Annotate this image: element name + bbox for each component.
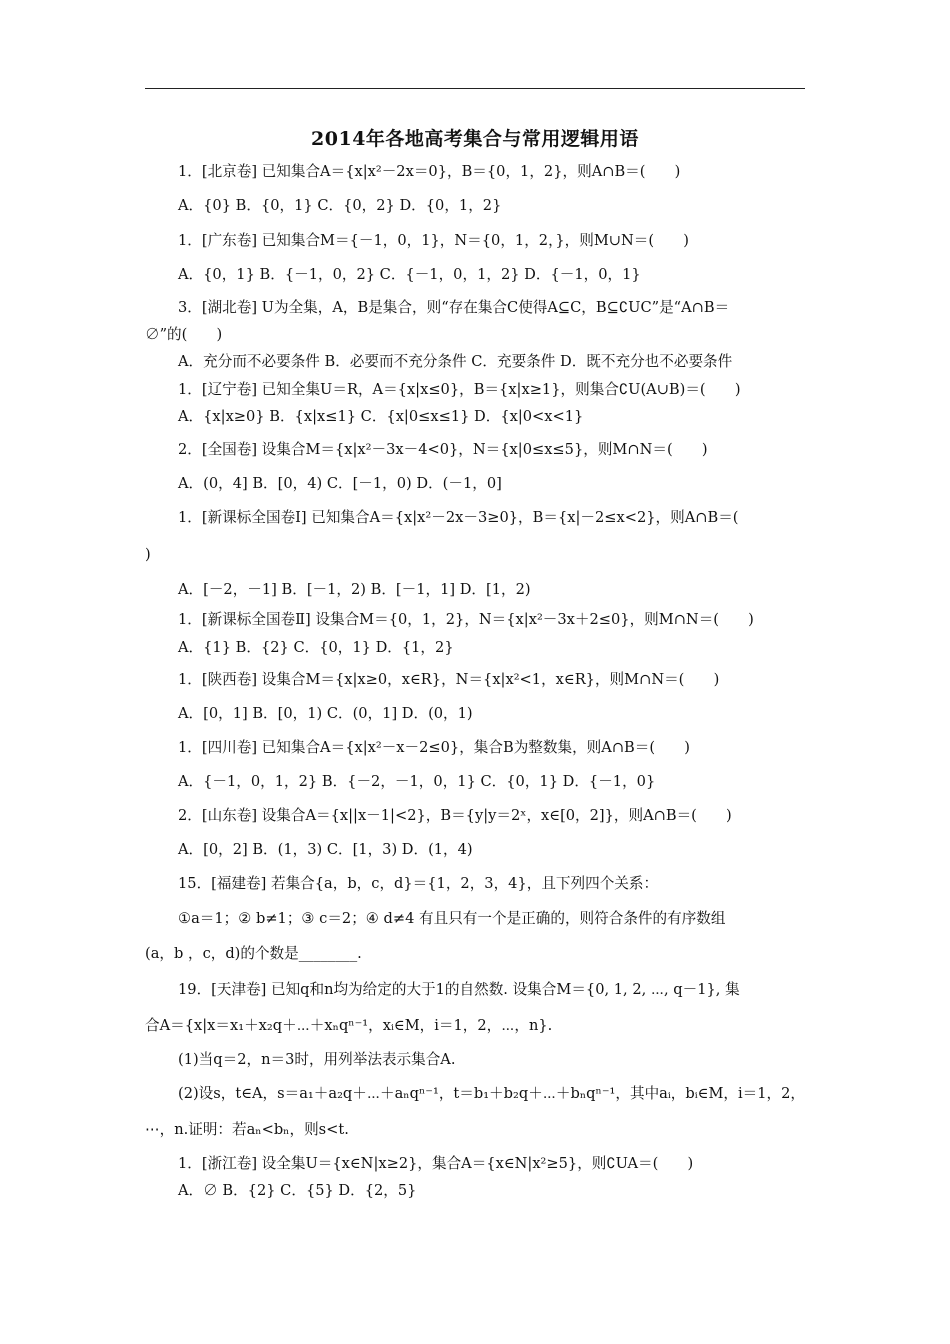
q-sichuan: 1．[四川卷] 已知集合A＝{x|x²－x－2≤0}，集合B为整数集，则A∩B＝( ) [178, 739, 690, 756]
q-quanguo: 2．[全国卷] 设集合M＝{x|x²－3x－4<0}，N＝{x|0≤x≤5}，则M∩N＝( ) [178, 441, 708, 458]
q-xinkebiao-2: 1．[新课标全国卷Ⅱ] 设集合M＝{0，1，2}，N＝{x|x²－3x＋2≤0}，则M∩N＝( ) [178, 611, 754, 628]
q-zhejiang: 1．[浙江卷] 设全集U＝{x∈N|x≥2}，集合A＝{x∈N|x²≥5}，则∁UA＝( ) [178, 1155, 694, 1172]
q-tianjin-part1: (1)当q＝2，n＝3时，用列举法表示集合A. [178, 1051, 456, 1068]
q-xinkebiao-1-cont: ) [145, 546, 151, 563]
q-fujian-conditions: ①a＝1；② b≠1；③ c＝2；④ d≠4 有且只有一个是正确的，则符合条件的有序数组 [178, 910, 726, 927]
q-hubei-options: A．充分而不必要条件 B．必要而不充分条件 C．充要条件 D．既不充分也不必要条件 [178, 353, 733, 370]
q-guangdong: 1．[广东卷] 已知集合M＝{－1，0，1}，N＝{0，1，2，}，则M∪N＝( ) [178, 232, 689, 249]
q-liaoning-options: A．{x|x≥0} B．{x|x≤1} C．{x|0≤x≤1} D．{x|0<x<1} [178, 408, 584, 425]
q-shaanxi-options: A．[0，1] B．[0，1) C．(0，1] D．(0，1) [178, 705, 473, 722]
q-quanguo-options: A．(0，4] B．[0，4) C．[－1，0) D．(－1，0] [178, 475, 502, 492]
q-xinkebiao-1: 1．[新课标全国卷Ⅰ] 已知集合A＝{x|x²－2x－3≥0}，B＝{x|－2≤x<2}，则A∩B＝( [178, 509, 739, 526]
q-hubei: 3．[湖北卷] U为全集，A，B是集合，则“存在集合C使得A⊆C，B⊆∁UC”是“A∩B＝ [178, 299, 730, 316]
q-zhejiang-options: A．∅ B．{2} C．{5} D．{2，5} [178, 1182, 417, 1199]
q-shandong-options: A．[0，2] B．(1，3) C．[1，3) D．(1，4) [178, 841, 473, 858]
q-fujian: 15．[福建卷] 若集合{a，b，c，d}＝{1，2，3，4}，且下列四个关系： [178, 875, 659, 892]
header-rule [145, 88, 805, 89]
q-shaanxi: 1．[陕西卷] 设集合M＝{x|x≥0，x∈R}，N＝{x|x²<1，x∈R}，则M∩N＝( ) [178, 671, 720, 688]
q-tianjin-cont: 合A＝{x|x＝x₁＋x₂q＋⋯＋xₙqⁿ⁻¹，xᵢ∈M，i＝1，2，⋯，n}. [145, 1017, 553, 1034]
q-hubei-cont: ∅”的( ) [145, 326, 223, 343]
q-beijing: 1．[北京卷] 已知集合A＝{x|x²－2x＝0}，B＝{0，1，2}，则A∩B＝( ) [178, 163, 681, 180]
q-guangdong-options: A．{0，1} B．{－1，0，2} C．{－1，0，1，2} D．{－1，0，1} [178, 266, 641, 283]
q-liaoning: 1．[辽宁卷] 已知全集U＝R，A＝{x|x≤0}，B＝{x|x≥1}，则集合∁U(A∪B)＝( ) [178, 381, 741, 398]
q-beijing-options: A．{0} B．{0，1} C．{0，2} D．{0，1，2} [178, 197, 502, 214]
q-tianjin-part2-cont: ⋯，n.证明：若aₙ<bₙ，则s<t. [145, 1121, 349, 1138]
q-tianjin-part2: (2)设s，t∈A，s＝a₁＋a₂q＋⋯＋aₙqⁿ⁻¹，t＝b₁＋b₂q＋⋯＋bₙqⁿ⁻¹，其中aᵢ，bᵢ∈M，i＝1，2， [178, 1085, 806, 1102]
page-title: 2014年各地高考集合与常用逻辑用语 [311, 128, 639, 150]
q-shandong: 2．[山东卷] 设集合A＝{x||x－1|<2}，B＝{y|y＝2ˣ，x∈[0，2]}，则A∩B＝( ) [178, 807, 732, 824]
q-xinkebiao-1-options: A．[－2，－1] B．[－1，2) B．[－1，1] D．[1，2) [178, 581, 531, 598]
q-tianjin: 19．[天津卷] 已知q和n均为给定的大于1的自然数. 设集合M＝{0, 1, 2, ⋯, q－1}, 集 [178, 981, 740, 998]
q-fujian-cont: (a，b ，c，d)的个数是________. [145, 945, 362, 962]
q-sichuan-options: A．{－1，0，1，2} B．{－2，－1，0，1} C．{0，1} D．{－1，0} [178, 773, 656, 790]
q-xinkebiao-2-options: A．{1} B．{2} C．{0，1} D．{1，2} [178, 639, 454, 656]
